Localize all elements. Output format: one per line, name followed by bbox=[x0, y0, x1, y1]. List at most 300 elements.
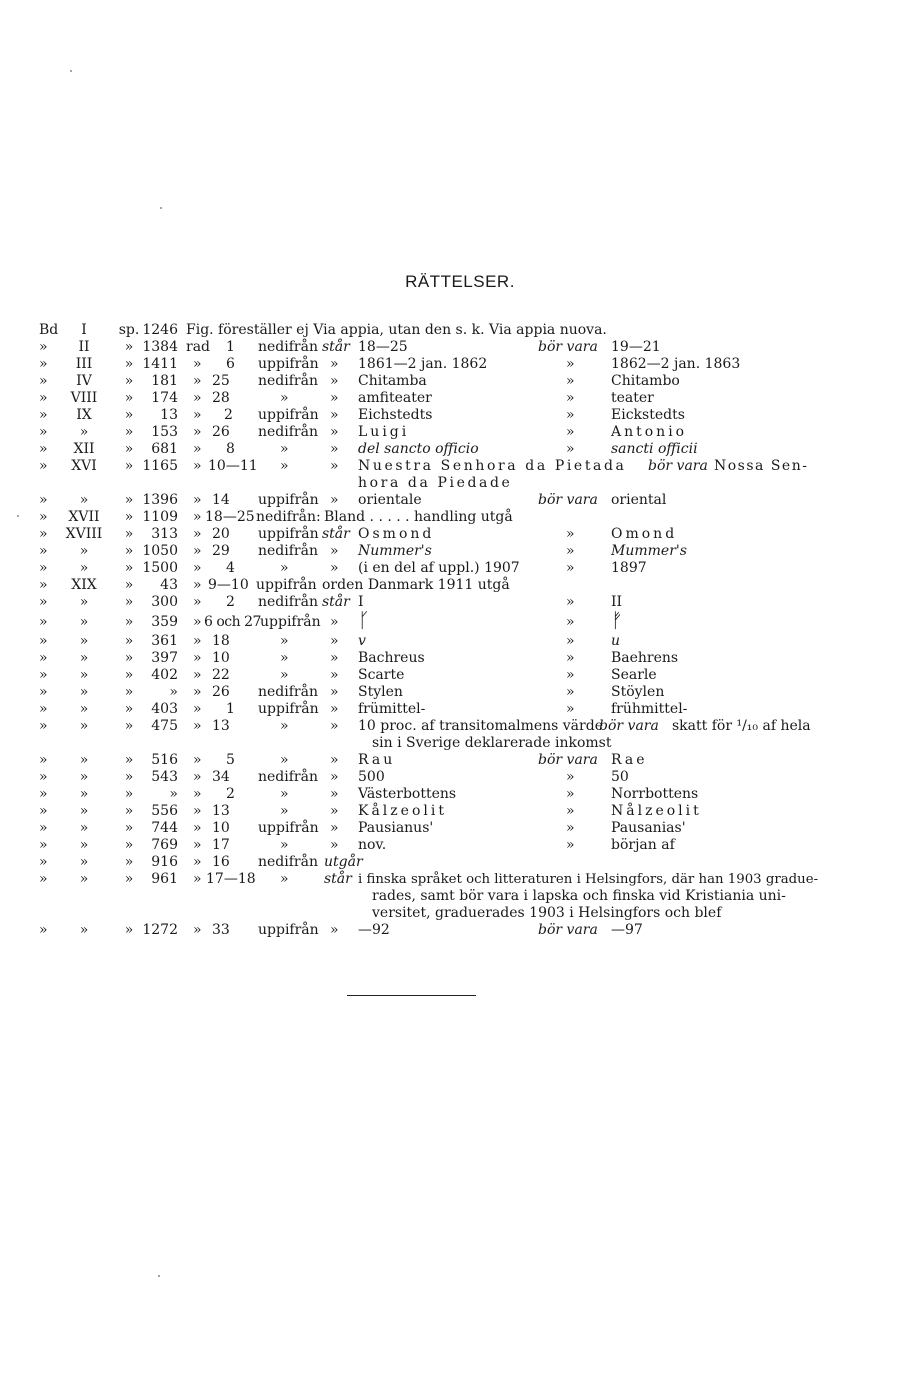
ditto-mark: » bbox=[39, 803, 48, 819]
ditto-mark: » bbox=[79, 922, 89, 938]
direction: uppifrån bbox=[258, 820, 319, 836]
ditto-mark: » bbox=[39, 650, 48, 666]
wrong-text: I bbox=[358, 594, 364, 610]
errata-row bbox=[0, 356, 920, 373]
ditto-mark: » bbox=[124, 922, 134, 938]
ditto-mark: » bbox=[39, 871, 48, 887]
ditto-mark: » bbox=[566, 650, 575, 666]
direction: uppifrån bbox=[258, 407, 319, 423]
correct-text: Nossa Sen- bbox=[714, 458, 809, 474]
errata-row bbox=[0, 684, 920, 701]
direction: uppifrån bbox=[258, 526, 319, 542]
ditto-mark: » bbox=[39, 633, 48, 649]
ditto-mark: » bbox=[280, 650, 289, 666]
page-number: 1500 bbox=[142, 560, 178, 576]
errata-row bbox=[0, 441, 920, 458]
errata-row bbox=[0, 492, 920, 509]
correct-text: 1897 bbox=[611, 560, 647, 576]
ditto-mark: » bbox=[169, 684, 178, 700]
ditto-mark: » bbox=[193, 492, 202, 508]
direction: nedifrån bbox=[258, 339, 318, 355]
bor-vara-label: bör vara bbox=[538, 492, 598, 508]
errata-row bbox=[0, 594, 920, 611]
ditto-mark: » bbox=[79, 752, 89, 768]
ditto-mark: » bbox=[79, 614, 89, 630]
page-number: 403 bbox=[151, 701, 178, 717]
page-number: 359 bbox=[151, 614, 178, 630]
correction-continuation: rades, samt bör vara i lapska och finska vid Kristiania uni- bbox=[372, 888, 786, 904]
line-number: 5 bbox=[226, 752, 235, 768]
volume: XII bbox=[73, 441, 95, 457]
correct-text: Searle bbox=[611, 667, 657, 683]
ditto-mark: » bbox=[39, 594, 48, 610]
ditto-mark: » bbox=[79, 560, 89, 576]
ditto-mark: » bbox=[193, 543, 202, 559]
ditto-mark: » bbox=[330, 492, 339, 508]
line-number: 26 bbox=[212, 684, 230, 700]
page-number: 681 bbox=[151, 441, 178, 457]
direction: uppifrån bbox=[260, 614, 321, 630]
ditto-mark: » bbox=[280, 837, 289, 853]
direction: uppifrån bbox=[258, 356, 319, 372]
volume: III bbox=[75, 356, 93, 372]
ditto-mark: » bbox=[124, 837, 134, 853]
ditto-mark: » bbox=[193, 407, 202, 423]
ditto-mark: » bbox=[124, 650, 134, 666]
ditto-mark: » bbox=[330, 614, 339, 630]
ditto-mark: » bbox=[124, 667, 134, 683]
page-number: 1109 bbox=[142, 509, 178, 525]
errata-row bbox=[0, 650, 920, 667]
errata-row bbox=[0, 407, 920, 424]
ditto-mark: » bbox=[566, 667, 575, 683]
wrong-text: Eichstedts bbox=[358, 407, 433, 423]
ditto-mark: » bbox=[79, 650, 89, 666]
ditto-mark: » bbox=[79, 803, 89, 819]
wrong-text: 1861—2 jan. 1862 bbox=[358, 356, 488, 372]
volume: XVII bbox=[68, 509, 100, 525]
line-number: 10 bbox=[212, 650, 230, 666]
line-number: 13 bbox=[212, 718, 230, 734]
ditto-mark: » bbox=[124, 786, 134, 802]
bor-vara-label: bör vara bbox=[599, 718, 659, 734]
star-label: står bbox=[322, 526, 350, 542]
ditto-mark: » bbox=[124, 509, 134, 525]
ditto-mark: » bbox=[124, 820, 134, 836]
ditto-mark: » bbox=[39, 509, 48, 525]
ditto-mark: » bbox=[280, 871, 289, 887]
closing-rule bbox=[347, 995, 476, 996]
correct-text: skatt för ¹/₁₀ af hela bbox=[672, 718, 811, 734]
ditto-mark: » bbox=[193, 594, 202, 610]
page-number: 43 bbox=[160, 577, 178, 593]
page-number: 300 bbox=[151, 594, 178, 610]
errata-row bbox=[0, 922, 920, 939]
page-number: 313 bbox=[151, 526, 178, 542]
ditto-mark: » bbox=[330, 373, 339, 389]
page-number: 543 bbox=[151, 769, 178, 785]
errata-row bbox=[0, 509, 920, 526]
wrong-text: (i en del af uppl.) 1907 bbox=[358, 560, 520, 576]
direction: uppifrån bbox=[258, 492, 319, 508]
ditto-mark: » bbox=[280, 752, 289, 768]
errata-row bbox=[0, 339, 920, 356]
errata-row bbox=[0, 769, 920, 786]
ditto-mark: » bbox=[330, 633, 339, 649]
page-number: 397 bbox=[151, 650, 178, 666]
ditto-mark: » bbox=[124, 339, 134, 355]
ditto-mark: » bbox=[193, 526, 202, 542]
correct-text: Stöylen bbox=[611, 684, 665, 700]
line-number: 9—10 bbox=[208, 577, 249, 593]
ditto-mark: » bbox=[566, 769, 575, 785]
ditto-mark: » bbox=[193, 752, 202, 768]
volume: XVIII bbox=[65, 526, 103, 542]
line-number: 18 bbox=[212, 633, 230, 649]
correct-text: Mummer's bbox=[611, 543, 687, 559]
page-number: 769 bbox=[151, 837, 178, 853]
ditto-mark: » bbox=[39, 752, 48, 768]
errata-row bbox=[0, 803, 920, 820]
ditto-mark: » bbox=[193, 854, 202, 870]
ditto-mark: » bbox=[39, 373, 48, 389]
ditto-mark: » bbox=[193, 560, 202, 576]
volume: I bbox=[81, 322, 87, 338]
ditto-mark: » bbox=[566, 373, 575, 389]
errata-row bbox=[0, 820, 920, 837]
ditto-mark: » bbox=[330, 701, 339, 717]
ditto-mark: » bbox=[330, 718, 339, 734]
correct-text: Nålzeolit bbox=[611, 803, 702, 819]
ditto-mark: » bbox=[39, 424, 48, 440]
correct-text: 1862—2 jan. 1863 bbox=[611, 356, 741, 372]
ditto-mark: » bbox=[330, 820, 339, 836]
wrong-text: Nuestra Senhora da Pietada bbox=[358, 458, 627, 474]
ditto-mark: » bbox=[566, 633, 575, 649]
wrong-text: nov. bbox=[358, 837, 387, 853]
line-number: 14 bbox=[212, 492, 230, 508]
ditto-mark: » bbox=[566, 614, 575, 630]
ditto-mark: » bbox=[193, 803, 202, 819]
line-number: 18—25 bbox=[205, 509, 255, 525]
ditto-mark: » bbox=[124, 458, 134, 474]
wrong-text: Pausianus' bbox=[358, 820, 434, 836]
correct-text: teater bbox=[611, 390, 654, 406]
ditto-mark: » bbox=[124, 854, 134, 870]
errata-row bbox=[0, 718, 920, 735]
ditto-mark: » bbox=[330, 390, 339, 406]
ditto-mark: » bbox=[566, 526, 575, 542]
ditto-mark: » bbox=[124, 684, 134, 700]
ditto-mark: » bbox=[280, 786, 289, 802]
errata-row bbox=[0, 424, 920, 441]
ditto-mark: » bbox=[280, 803, 289, 819]
page-number: 1384 bbox=[142, 339, 178, 355]
line-number: 34 bbox=[212, 769, 230, 785]
ditto-mark: » bbox=[79, 684, 89, 700]
wrong-text: Bachreus bbox=[358, 650, 425, 666]
line-number: 10 bbox=[212, 820, 230, 836]
wrong-text: orden Danmark 1911 utgå bbox=[322, 577, 510, 593]
ditto-mark: » bbox=[193, 509, 202, 525]
wrong-text: Kålzeolit bbox=[358, 803, 447, 819]
ditto-mark: » bbox=[330, 786, 339, 802]
ditto-mark: » bbox=[79, 769, 89, 785]
ditto-mark: » bbox=[39, 854, 48, 870]
wrong-text: —92 bbox=[358, 922, 390, 938]
ditto-mark: » bbox=[280, 390, 289, 406]
page-number: 744 bbox=[151, 820, 178, 836]
star-label: står bbox=[322, 339, 350, 355]
ditto-mark: » bbox=[124, 614, 134, 630]
correct-text: II bbox=[611, 594, 623, 610]
ditto-mark: » bbox=[39, 577, 48, 593]
ditto-mark: » bbox=[330, 752, 339, 768]
direction: nedifrån bbox=[258, 769, 318, 785]
ditto-mark: » bbox=[330, 458, 339, 474]
ditto-mark: » bbox=[79, 871, 89, 887]
direction: nedifrån bbox=[258, 854, 318, 870]
ditto-mark: » bbox=[193, 718, 202, 734]
line-number: 13 bbox=[212, 803, 230, 819]
errata-row bbox=[0, 390, 920, 407]
ditto-mark: » bbox=[79, 837, 89, 853]
ditto-mark: » bbox=[124, 390, 134, 406]
page-number: 1272 bbox=[142, 922, 178, 938]
correct-text: Norrbottens bbox=[611, 786, 699, 802]
speck bbox=[158, 1275, 160, 1277]
wrong-text: frümittel- bbox=[358, 701, 426, 717]
direction: nedifrån bbox=[258, 684, 318, 700]
wrong-text: Scarte bbox=[358, 667, 405, 683]
errata-row bbox=[0, 837, 920, 854]
ditto-mark: » bbox=[124, 543, 134, 559]
line-number: 17 bbox=[212, 837, 230, 853]
ditto-mark: » bbox=[39, 837, 48, 853]
utgar-label: utgår bbox=[324, 854, 363, 870]
page-number: 1396 bbox=[142, 492, 178, 508]
ditto-mark: » bbox=[39, 718, 48, 734]
ditto-mark: » bbox=[280, 441, 289, 457]
bor-vara-label: bör vara bbox=[648, 458, 708, 474]
page-number: 556 bbox=[151, 803, 178, 819]
line-number: 1 bbox=[226, 701, 235, 717]
wrong-text: del sancto officio bbox=[358, 441, 479, 457]
line-number: 28 bbox=[212, 390, 230, 406]
line-number: 17—18 bbox=[206, 871, 256, 887]
line-number: 1 bbox=[226, 339, 235, 355]
ditto-mark: » bbox=[124, 407, 134, 423]
ditto-mark: » bbox=[124, 594, 134, 610]
volume: IX bbox=[76, 407, 92, 423]
ditto-mark: » bbox=[124, 560, 134, 576]
column-label: sp. bbox=[118, 322, 140, 338]
correct-rune: ᚠ bbox=[611, 608, 623, 632]
correct-text: Rae bbox=[611, 752, 648, 768]
ditto-mark: » bbox=[566, 803, 575, 819]
correct-text: frühmittel- bbox=[611, 701, 688, 717]
errata-header-row bbox=[0, 322, 920, 339]
ditto-mark: » bbox=[193, 650, 202, 666]
ditto-mark: » bbox=[330, 356, 339, 372]
ditto-mark: » bbox=[39, 667, 48, 683]
ditto-mark: » bbox=[330, 560, 339, 576]
ditto-mark: » bbox=[193, 373, 202, 389]
correct-text: Chitambo bbox=[611, 373, 680, 389]
speck bbox=[70, 70, 72, 72]
direction: uppifrån bbox=[258, 701, 319, 717]
ditto-mark: » bbox=[280, 458, 289, 474]
line-number: 4 bbox=[226, 560, 235, 576]
bor-vara-label: bör vara bbox=[538, 339, 598, 355]
ditto-mark: » bbox=[330, 543, 339, 559]
ditto-mark: » bbox=[39, 769, 48, 785]
ditto-mark: » bbox=[79, 424, 89, 440]
ditto-mark: » bbox=[193, 614, 202, 630]
errata-row bbox=[0, 752, 920, 769]
correct-text: Baehrens bbox=[611, 650, 679, 666]
ditto-mark: » bbox=[280, 560, 289, 576]
wrong-text: Västerbottens bbox=[358, 786, 457, 802]
ditto-mark: » bbox=[79, 854, 89, 870]
ditto-mark: » bbox=[39, 786, 48, 802]
ditto-mark: » bbox=[124, 803, 134, 819]
ditto-mark: » bbox=[79, 786, 89, 802]
errata-row bbox=[0, 633, 920, 650]
ditto-mark: » bbox=[124, 424, 134, 440]
errata-row bbox=[0, 373, 920, 390]
ditto-mark: » bbox=[79, 492, 89, 508]
errata-row bbox=[0, 577, 920, 594]
ditto-mark: » bbox=[193, 820, 202, 836]
page-number: 961 bbox=[151, 871, 178, 887]
ditto-mark: » bbox=[193, 786, 202, 802]
line-number: 29 bbox=[212, 543, 230, 559]
ditto-mark: » bbox=[193, 441, 202, 457]
ditto-mark: » bbox=[566, 837, 575, 853]
wrong-text: orientale bbox=[358, 492, 422, 508]
correct-text: sancti officii bbox=[611, 441, 698, 457]
errata-row bbox=[0, 667, 920, 684]
volume: XVI bbox=[71, 458, 97, 474]
correct-text: Eickstedts bbox=[611, 407, 685, 423]
ditto-mark: » bbox=[566, 407, 575, 423]
correct-text: Pausanias' bbox=[611, 820, 686, 836]
volume: II bbox=[78, 339, 90, 355]
correct-text: —97 bbox=[611, 922, 643, 938]
ditto-mark: » bbox=[193, 633, 202, 649]
direction: uppifrån bbox=[258, 922, 319, 938]
line-number: 20 bbox=[212, 526, 230, 542]
correct-text: u bbox=[611, 633, 621, 649]
ditto-mark: » bbox=[566, 356, 575, 372]
bd-label: Bd bbox=[39, 322, 59, 338]
errata-row bbox=[0, 560, 920, 577]
page-number: 1050 bbox=[142, 543, 178, 559]
ditto-mark: » bbox=[124, 752, 134, 768]
ditto-mark: » bbox=[39, 922, 48, 938]
ditto-mark: » bbox=[193, 577, 202, 593]
ditto-mark: » bbox=[193, 667, 202, 683]
page-title: RÄTTELSER. bbox=[405, 272, 515, 291]
errata-row bbox=[0, 608, 920, 634]
ditto-mark: » bbox=[330, 650, 339, 666]
correct-text: 50 bbox=[611, 769, 629, 785]
ditto-mark: » bbox=[566, 424, 575, 440]
page-number: 1246 bbox=[142, 322, 178, 338]
line-number: 10—11 bbox=[208, 458, 258, 474]
speck bbox=[17, 515, 19, 517]
errata-row bbox=[0, 701, 920, 718]
ditto-mark: » bbox=[566, 560, 575, 576]
ditto-mark: » bbox=[39, 441, 48, 457]
direction: nedifrån bbox=[258, 594, 318, 610]
bor-vara-label: bör vara bbox=[538, 922, 598, 938]
ditto-mark: » bbox=[330, 803, 339, 819]
line-number: 6 och 27 bbox=[204, 614, 261, 630]
ditto-mark: » bbox=[124, 577, 134, 593]
ditto-mark: » bbox=[79, 820, 89, 836]
ditto-mark: » bbox=[566, 820, 575, 836]
wrong-rune: ᚴ bbox=[358, 608, 370, 632]
ditto-mark: » bbox=[193, 458, 202, 474]
wrong-text: Rau bbox=[358, 752, 396, 768]
correct-text: oriental bbox=[611, 492, 667, 508]
ref-label: rad bbox=[186, 339, 211, 355]
ditto-mark: » bbox=[330, 837, 339, 853]
ditto-mark: » bbox=[280, 718, 289, 734]
ditto-mark: » bbox=[124, 356, 134, 372]
wrong-text: Nummer's bbox=[358, 543, 432, 559]
ditto-mark: » bbox=[169, 786, 178, 802]
ditto-mark: » bbox=[566, 684, 575, 700]
star-label: står bbox=[322, 594, 350, 610]
line-number: 22 bbox=[212, 667, 230, 683]
ditto-mark: » bbox=[39, 684, 48, 700]
wrong-text: Stylen bbox=[358, 684, 403, 700]
wrong-text: Chitamba bbox=[358, 373, 427, 389]
line-number: 25 bbox=[212, 373, 230, 389]
ditto-mark: » bbox=[39, 407, 48, 423]
ditto-mark: » bbox=[39, 356, 48, 372]
ditto-mark: » bbox=[193, 922, 202, 938]
errata-row bbox=[0, 543, 920, 560]
page-number: 475 bbox=[151, 718, 178, 734]
speck bbox=[160, 207, 162, 209]
page-number: 361 bbox=[151, 633, 178, 649]
line-number: 8 bbox=[226, 441, 235, 457]
ditto-mark: » bbox=[124, 441, 134, 457]
ditto-mark: » bbox=[193, 356, 202, 372]
ditto-mark: » bbox=[566, 594, 575, 610]
wrong-text: Luigi bbox=[358, 424, 410, 440]
direction: nedifrån bbox=[258, 373, 318, 389]
wrong-text: 500 bbox=[358, 769, 385, 785]
page-number: 13 bbox=[160, 407, 178, 423]
direction: uppifrån bbox=[256, 577, 317, 593]
ditto-mark: » bbox=[330, 667, 339, 683]
ditto-mark: » bbox=[330, 922, 339, 938]
correct-text: Antonio bbox=[611, 424, 688, 440]
ditto-mark: » bbox=[330, 441, 339, 457]
bor-vara-label: bör vara bbox=[538, 752, 598, 768]
page-number: 1411 bbox=[142, 356, 178, 372]
ditto-mark: » bbox=[39, 339, 48, 355]
errata-row bbox=[0, 786, 920, 803]
volume: VIII bbox=[70, 390, 98, 406]
ditto-mark: » bbox=[79, 718, 89, 734]
ditto-mark: » bbox=[79, 543, 89, 559]
